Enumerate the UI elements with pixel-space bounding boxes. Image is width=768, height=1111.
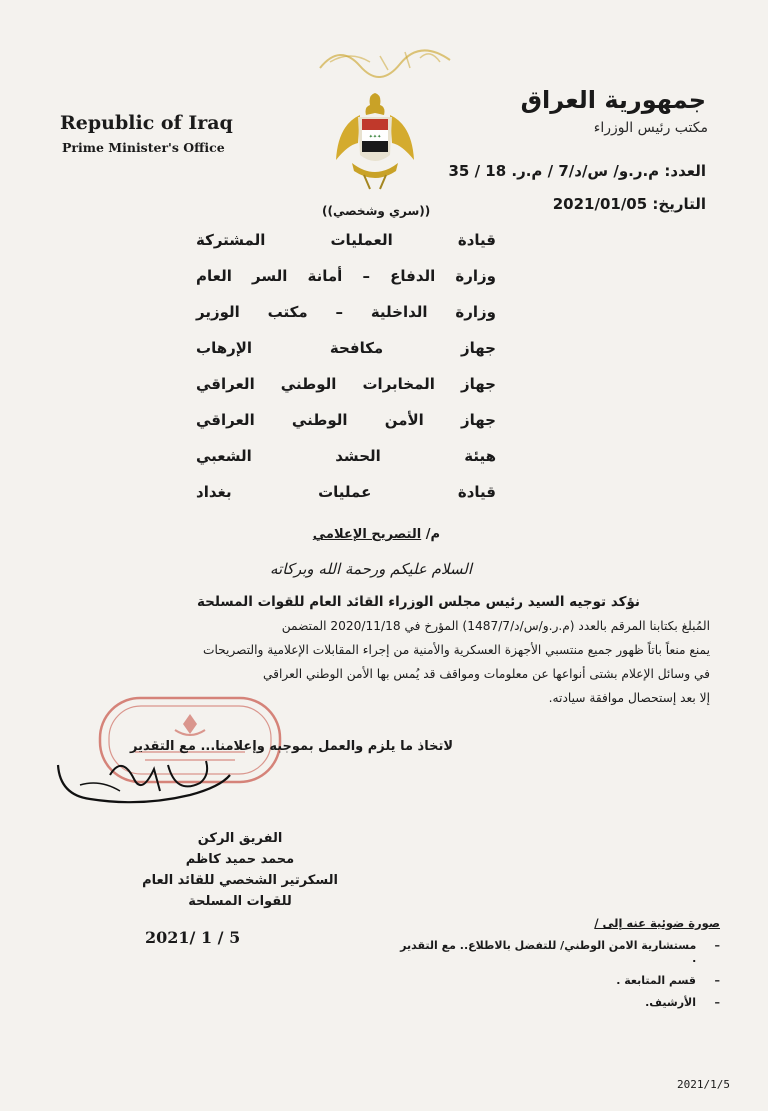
en-republic-title: Republic of Iraq bbox=[60, 112, 233, 134]
cc-item: – مستشارية الامن الوطني/ للتفضل بالاطلاع.. مع التقدير . bbox=[400, 939, 720, 965]
signer-rank: الفريق الركن bbox=[197, 831, 283, 846]
document-date: التاريخ: 2021/01/05 bbox=[552, 195, 706, 213]
classification-label: ((سري وشخصي)) bbox=[322, 204, 431, 218]
recipient-item: هيئة الحشد الشعبي bbox=[196, 447, 496, 465]
signer-title: السكرتير الشخصي للقائد العام bbox=[142, 873, 338, 888]
signer-title-2: للقوات المسلحة bbox=[188, 894, 292, 909]
recipient-item: جهاز مكافحة الإرهاب bbox=[196, 339, 496, 357]
recipient-item: قيادة عمليات بغداد bbox=[196, 483, 496, 501]
cc-heading: صورة ضوئية عنه إلى / bbox=[594, 916, 720, 930]
body-line: المُبلغ بكتابنا المرقم بالعدد (م.ر.و/س/د/1487/7) المؤرخ في 2020/11/18 المتضمن bbox=[281, 619, 710, 633]
recipients-list bbox=[196, 222, 496, 510]
signer-name: محمد حميد كاظم bbox=[185, 852, 295, 867]
basmala-calligraphy-icon bbox=[310, 38, 460, 78]
iraq-eagle-emblem-icon bbox=[330, 85, 420, 195]
body-line: إلا بعد إستحصال موافقة سيادته. bbox=[548, 691, 710, 705]
cc-item: – الأرشيف. bbox=[645, 996, 720, 1009]
cc-block bbox=[400, 916, 720, 1018]
signature-icon bbox=[50, 735, 290, 815]
subject-line bbox=[300, 527, 440, 542]
recipient-item: جهاز المخابرات الوطني العراقي bbox=[196, 375, 496, 393]
cc-item: – قسم المتابعة . bbox=[616, 974, 720, 987]
body-line: يمنع منعاً باتاً ظهور جميع منتسبي الأجهزة العسكرية والأمنية من إجراء المقابلات الإعلامية والتصريحات bbox=[202, 643, 710, 657]
greeting: السلام عليكم ورحمة الله وبركاته bbox=[270, 560, 472, 578]
reference-number: العدد: م.ر.و/ س/د/7 / م.ر. 18 / 35 bbox=[448, 162, 706, 180]
subject-prefix: م/ bbox=[425, 527, 440, 542]
body-line: نؤكد توجيه السيد رئيس مجلس الوزراء القائد العام للقوات المسلحة bbox=[196, 594, 640, 610]
body-line: في وسائل الإعلام بشتى أنواعها عن معلومات ومواقف قد يُمس بها الأمن الوطني العراقي bbox=[263, 667, 710, 681]
recipient-item: قيادة العمليات المشتركة bbox=[196, 231, 496, 249]
footer-date: 2021/1/5 bbox=[677, 1078, 730, 1091]
recipient-item: جهاز الأمن الوطني العراقي bbox=[196, 411, 496, 429]
svg-text:✦✦✦: ✦✦✦ bbox=[368, 134, 382, 140]
ar-republic-title: جمهورية العراق bbox=[520, 86, 706, 114]
signer-block bbox=[130, 828, 350, 912]
ar-office-subtitle: مكتب رئيس الوزراء bbox=[593, 120, 708, 136]
recipient-item: وزارة الداخلية – مكتب الوزير bbox=[196, 303, 496, 321]
signature-date: 2021/ 1 / 5 bbox=[145, 928, 241, 947]
subject-text: التصريح الإعلامي bbox=[312, 527, 422, 542]
closing-line: لاتخاذ ما يلزم والعمل بموجبه وإعلامنا... مع التقدير bbox=[130, 739, 454, 754]
en-office-subtitle: Prime Minister's Office bbox=[62, 140, 225, 155]
recipient-item: وزارة الدفاع – أمانة السر العام bbox=[196, 267, 496, 285]
